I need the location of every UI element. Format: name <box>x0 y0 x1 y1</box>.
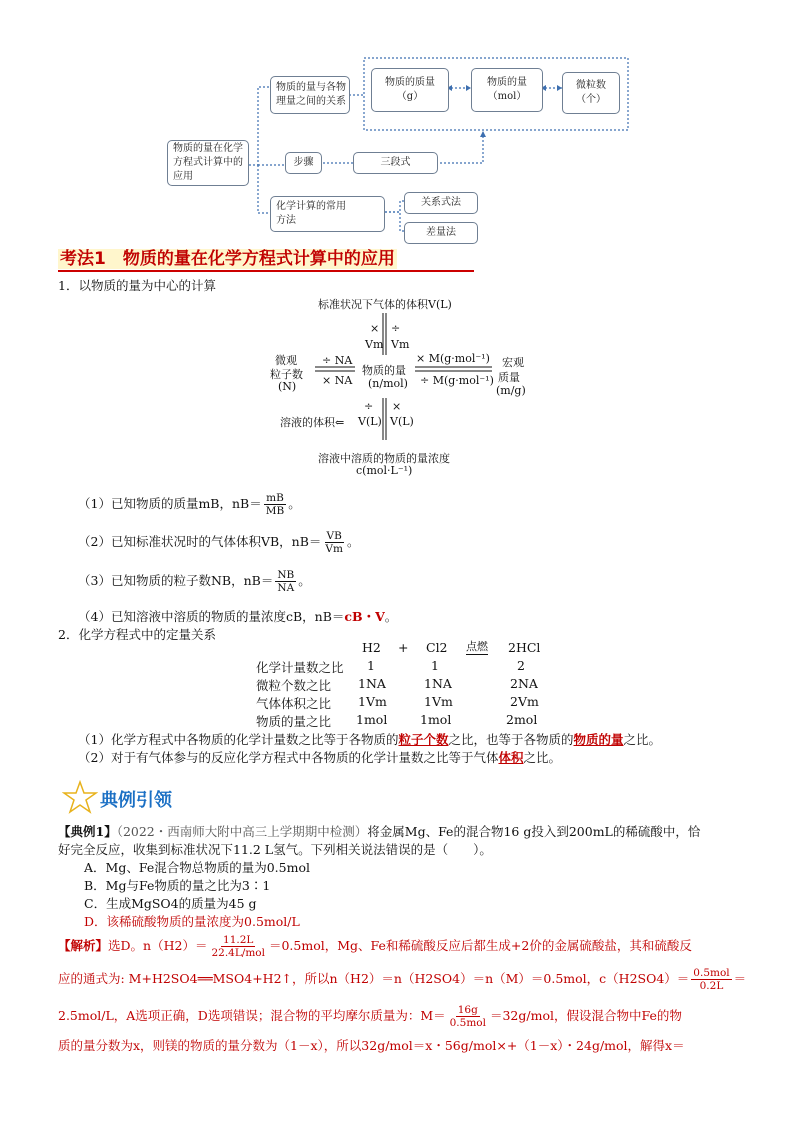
diagram-times-m: × M(g·mol⁻¹) <box>416 352 490 365</box>
section-heading-text: 考法1 物质的量在化学方程式计算中的应用 <box>60 249 395 269</box>
concept-map-methods-node <box>270 196 385 232</box>
formula-item-1-num: mB <box>266 492 284 504</box>
note2-keyword-volume: 体积 <box>498 750 524 765</box>
three-line-label: 三段式 <box>380 157 411 168</box>
formula-item-4 <box>78 607 397 625</box>
particles-unit: （个） <box>576 94 606 105</box>
equation-plus: + <box>398 640 409 655</box>
relation-method-label: 关系式法 <box>421 197 461 208</box>
option-b: B．Mg与Fe物质的量之比为3∶1 <box>84 878 271 893</box>
note1-part-a: （1）化学方程式中各物质的化学计量数之比等于各物质的 <box>78 732 399 747</box>
formula-item-4-end: 。 <box>384 609 398 624</box>
diagram-left-line-1: 微观 <box>275 354 297 367</box>
diagram-times-vm-unit: Vm <box>365 338 384 351</box>
diagram-div-vm-unit: Vm <box>391 338 410 351</box>
diagram-times-vm-op: × <box>370 322 380 335</box>
analysis-2-pre: 应的通式为: M+H2SO4══MSO4+H2↑，所以n（H2）＝n（H2SO4）＝n（M）＝0.5mol，c（H2SO4）＝ <box>58 971 690 986</box>
concept-map-root <box>167 140 249 186</box>
analysis-1-den: 22.4L/mol <box>211 947 265 959</box>
formula-item-3 <box>78 569 311 594</box>
example-question-line-2: 好完全反应，收集到标准状况下11.2 L氢气。下列相关说法错误的是（ ）。 <box>58 842 492 857</box>
note1-part-c: 之比，也等于各物质的 <box>448 732 574 747</box>
section2-note-1 <box>78 730 661 748</box>
analysis-2-den: 0.2L <box>699 980 724 992</box>
difference-method-label: 差量法 <box>426 227 456 238</box>
note1-keyword-particles: 粒子个数 <box>398 732 449 747</box>
formula-item-4-text: （4）已知溶液中溶质的物质的量浓度cB，nB＝ <box>78 609 345 624</box>
example-question-text-1: 将金属Mg、Fe的混合物16 g投入到200mL的稀硫酸中，恰 <box>367 824 701 839</box>
ratio-row-2-label: 微粒个数之比 <box>256 678 332 693</box>
ratio-row-3-a: 1Vm <box>358 694 387 709</box>
ratio-row-1-a: 1 <box>367 658 375 673</box>
equation-hcl: 2HCl <box>508 640 541 655</box>
analysis-1-fraction <box>209 934 267 959</box>
analysis-line-4: 质的量分数为x，则镁的物质的量分数为（1－x），所以32g/mol＝x・56g/mol×+（1－x）・24g/mol，解得x＝ <box>58 1038 685 1053</box>
equation-condition: 点燃 <box>466 640 488 653</box>
formula-item-1-fraction <box>264 492 286 517</box>
analysis-2-num: 0.5mol <box>693 967 730 979</box>
analysis-3-den: 0.5mol <box>449 1017 486 1029</box>
analysis-1-num: 11.2L <box>223 934 254 946</box>
concept-map-connectors <box>0 0 794 250</box>
ratio-row-4-label: 物质的量之比 <box>256 714 332 729</box>
example-label: 【典例1】 <box>58 824 117 839</box>
formula-item-2 <box>78 530 359 555</box>
concept-map-steps-node <box>285 152 322 174</box>
analysis-line-3 <box>58 1004 682 1029</box>
diagram-left-line-2: 粒子数 <box>270 368 303 381</box>
concept-map-particles-node <box>562 72 620 114</box>
diagram-div-v-unit: V(L) <box>358 415 382 428</box>
example-question-line-1 <box>58 822 700 840</box>
ratio-row-3-c: 2Vm <box>510 694 539 709</box>
concept-map-mass-node <box>371 68 449 112</box>
ratio-row-1-c: 2 <box>517 658 525 673</box>
formula-item-3-fraction <box>275 569 296 594</box>
formula-item-3-den: NA <box>277 582 295 594</box>
analysis-line-1 <box>58 934 692 959</box>
methods-line-1: 化学计算的常用 <box>276 201 346 212</box>
note1-keyword-amount: 物质的量 <box>573 732 624 747</box>
mass-label: 物质的质量 <box>385 77 435 88</box>
section1-title: 1．以物质的量为中心的计算 <box>58 278 216 293</box>
option-a: A．Mg、Fe混合物总物质的量为0.5mol <box>84 860 310 875</box>
diagram-right-line-2: 质量 <box>498 371 520 384</box>
analysis-line-2 <box>58 967 746 992</box>
equation-h2: H2 <box>362 640 381 655</box>
note2-part-a: （2）对于有气体参与的反应化学方程式中各物质的化学计量数之比等于气体 <box>78 750 499 765</box>
formula-item-1-text: （1）已知物质的质量mB，nB＝ <box>78 496 262 511</box>
diagram-right-line-3: (m/g) <box>496 384 526 397</box>
concept-map-branch-relations <box>270 76 350 114</box>
diagram-div-m: ÷ M(g·mol⁻¹) <box>420 374 494 387</box>
steps-label: 步骤 <box>293 157 314 168</box>
analysis-3-fraction <box>448 1004 488 1029</box>
option-c: C．生成MgSO4的质量为45 g <box>84 896 257 911</box>
branch1-line-2: 理量之间的关系 <box>276 96 346 107</box>
formula-item-3-end: 。 <box>298 573 311 588</box>
formula-item-1 <box>78 492 301 517</box>
analysis-label: 【解析】 <box>58 938 109 953</box>
diagram-left-line-3: (N) <box>278 380 297 393</box>
formula-item-1-end: 。 <box>288 496 301 511</box>
section2-title: 2．化学方程式中的定量关系 <box>58 627 216 642</box>
formula-item-2-den: Vm <box>325 543 343 555</box>
analysis-1-post: ＝0.5mol，Mg、Fe和稀硫酸反应后都生成+2价的金属硫酸盐，其和硫酸反 <box>268 938 692 953</box>
particles-label: 微粒数 <box>576 80 606 91</box>
diagram-times-na: × NA <box>322 374 353 387</box>
analysis-3-pre: 2.5mol/L，A选项正确，D选项错误；混合物的平均摩尔质量为：M＝ <box>58 1008 446 1023</box>
formula-item-2-text: （2）已知标准状况时的气体体积VB，nB＝ <box>78 534 322 549</box>
formula-item-2-num: VB <box>326 530 342 542</box>
root-line-1: 物质的量在化学 <box>173 143 243 154</box>
mass-unit: （g） <box>396 91 424 102</box>
diagram-center-line-1: 物质的量 <box>362 364 406 377</box>
section2-note-2 <box>78 748 561 766</box>
formula-item-1-den: MB <box>265 505 285 517</box>
star-icon <box>62 780 98 814</box>
methods-line-2: 方法 <box>276 215 296 226</box>
diagram-solution-volume: 溶液的体积⇐ <box>280 416 345 429</box>
amount-unit: （mol） <box>487 91 527 102</box>
diagram-div-v-op: ÷ <box>364 400 374 413</box>
diagram-bottom-line-1: 溶液中溶质的物质的量浓度 <box>318 452 450 465</box>
concept-map-three-line-node <box>353 152 438 174</box>
analysis-3-post: ＝32g/mol，假设混合物中Fe的物 <box>489 1008 682 1023</box>
root-line-2: 方程式计算中的 <box>173 157 243 168</box>
ratio-row-1-label: 化学计量数之比 <box>256 660 344 675</box>
diagram-top-label: 标准状况下气体的体积V(L) <box>318 298 452 311</box>
diagram-div-na: ÷ NA <box>322 354 353 367</box>
section-heading <box>58 248 474 272</box>
diagram-times-v-op: × <box>392 400 402 413</box>
formula-item-4-answer: cB・V <box>344 609 385 624</box>
diagram-div-vm-op: ÷ <box>391 322 401 335</box>
equation-cl2: Cl2 <box>426 640 448 655</box>
diagram-bottom-line-2: c(mol·L⁻¹) <box>356 464 413 477</box>
amount-label: 物质的量 <box>487 77 527 88</box>
ratio-row-4-c: 2mol <box>506 712 538 727</box>
analysis-1-pre: 选D。n（H2）＝ <box>108 938 208 953</box>
branch1-line-1: 物质的量与各物 <box>276 82 346 93</box>
ratio-row-2-c: 2NA <box>510 676 538 691</box>
diagram-center-line-2: (n/mol) <box>368 377 408 390</box>
ratio-row-1-b: 1 <box>431 658 439 673</box>
diagram-times-v-unit: V(L) <box>390 415 414 428</box>
ratio-row-3-b: 1Vm <box>424 694 453 709</box>
ratio-row-3-label: 气体体积之比 <box>256 696 332 711</box>
example-source: （2022・西南师大附中高三上学期期中检测） <box>116 824 368 839</box>
ratio-row-2-a: 1NA <box>358 676 386 691</box>
formula-item-3-text: （3）已知物质的粒子数NB，nB＝ <box>78 573 274 588</box>
concept-map-relation-method <box>404 192 478 214</box>
note1-part-e: 之比。 <box>623 732 662 747</box>
analysis-2-fraction <box>691 967 731 992</box>
ratio-row-4-a: 1mol <box>356 712 388 727</box>
root-line-3: 应用 <box>173 171 193 182</box>
example-section-title: 典例引领 <box>100 790 172 811</box>
option-d: D．该稀硫酸物质的量浓度为0.5mol/L <box>84 914 300 929</box>
ratio-row-2-b: 1NA <box>424 676 452 691</box>
formula-item-3-num: NB <box>277 569 295 581</box>
concept-map-difference-method <box>404 222 478 244</box>
formula-item-2-end: 。 <box>346 534 360 549</box>
note2-part-c: 之比。 <box>523 750 561 765</box>
ratio-row-4-b: 1mol <box>420 712 452 727</box>
analysis-2-post: ＝ <box>733 971 747 986</box>
formula-item-2-fraction <box>323 530 345 555</box>
analysis-3-num: 16g <box>457 1004 478 1016</box>
diagram-right-line-1: 宏观 <box>502 356 524 369</box>
concept-map-amount-node <box>471 68 543 112</box>
